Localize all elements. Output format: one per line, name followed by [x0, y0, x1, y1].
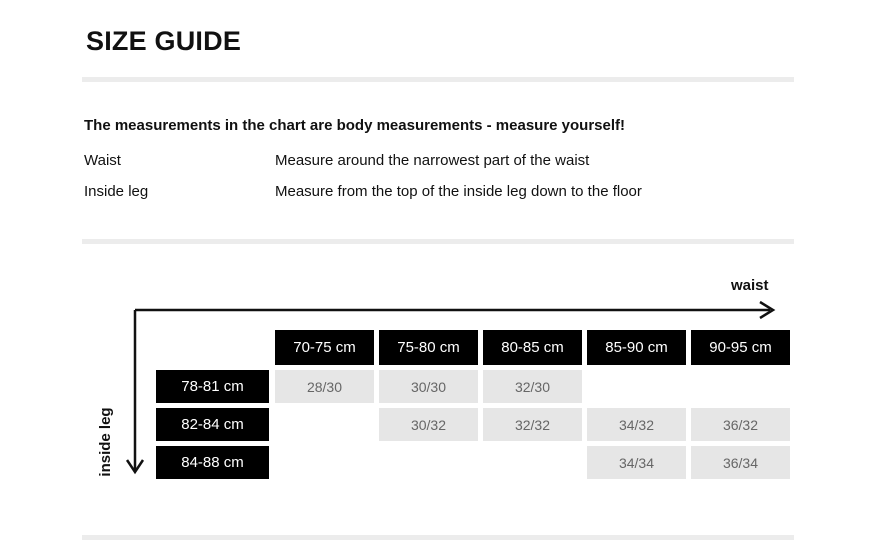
definition-term-inside-leg: Inside leg	[84, 183, 149, 200]
size-cell: 32/32	[483, 408, 582, 441]
waist-column-header: 75-80 cm	[379, 330, 478, 365]
size-cell: 34/34	[587, 446, 686, 479]
size-cell: 34/32	[587, 408, 686, 441]
size-cell: 36/34	[691, 446, 790, 479]
inside-leg-row-header: 78-81 cm	[156, 370, 269, 403]
inside-leg-axis-label: inside leg	[97, 407, 114, 477]
waist-column-header: 90-95 cm	[691, 330, 790, 365]
size-cell: 32/30	[483, 370, 582, 403]
waist-column-header: 80-85 cm	[483, 330, 582, 365]
divider	[82, 535, 794, 540]
size-cell: 30/32	[379, 408, 478, 441]
waist-column-header: 85-90 cm	[587, 330, 686, 365]
inside-leg-row-header: 84-88 cm	[156, 446, 269, 479]
waist-column-header: 70-75 cm	[275, 330, 374, 365]
intro-text: The measurements in the chart are body measurements - measure yourself!	[84, 117, 626, 134]
size-cell: 28/30	[275, 370, 374, 403]
waist-axis-label: waist	[731, 277, 769, 294]
definition-desc-inside-leg: Measure from the top of the inside leg down to the floor	[275, 183, 642, 200]
definition-desc-waist: Measure around the narrowest part of the waist	[275, 152, 590, 169]
page-title: SIZE GUIDE	[86, 26, 242, 56]
definition-term-waist: Waist	[84, 152, 121, 169]
inside-leg-row-header: 82-84 cm	[156, 408, 269, 441]
size-cell: 36/32	[691, 408, 790, 441]
size-cell: 30/30	[379, 370, 478, 403]
